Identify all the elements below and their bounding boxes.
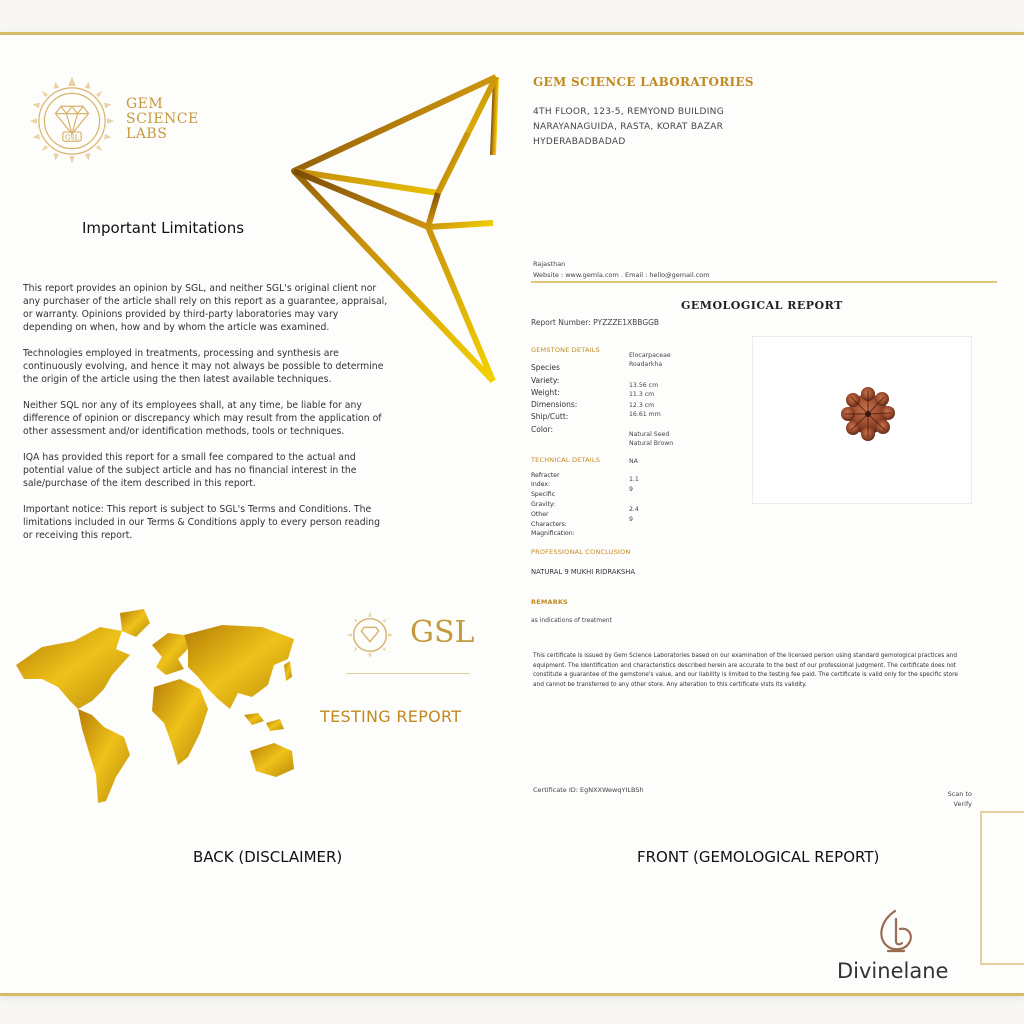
divinelane-logo-icon [874,907,916,955]
field-value: 12.3 cm [629,402,655,409]
brand-line: LABS [126,126,168,142]
gemstone-details-heading: GEMSTONE DETAILS [531,346,600,354]
field-value: Elocarpaceae [629,352,671,359]
conclusion-heading: PROFESSIONAL CONCLUSION [531,548,631,556]
field-value: NA [629,458,638,465]
divinelane-watermark: Divinelane [837,959,949,983]
field-label: Weight: [531,388,560,397]
field-value: Natural Seed [629,431,670,438]
limitations-paragraph: IQA has provided this report for a small fee compared to the actual and potential value of the subject article and has no financial interest in the sale/purchase of the item described in this report. [23,452,357,489]
field-label: Color: [531,425,553,434]
field-label: Index: [531,481,551,488]
field-label: Gravity: [531,501,556,508]
field-label: Magnification: [531,530,575,537]
certificate-sheet [0,32,1024,996]
divider [346,673,470,674]
address-line: 4TH FLOOR, 123-5, REMYOND BUILDING [533,107,724,117]
contact-text: Website : www.gemla.com . Email : hello@gemail.com [533,271,710,279]
address-line: HYDERABADBADAD [533,137,626,147]
certificate-id: Certificate ID: EgNXXWewqYILBSh [533,786,644,794]
field-label: Dimensions: [531,400,578,409]
gsl-seal-icon [26,75,118,167]
field-value: 1.1 [629,476,639,483]
scan-line: Scan to [947,790,972,798]
field-value: 9 [629,486,633,493]
state-text: Rajasthan [533,260,566,268]
scan-line: Verify [953,800,972,808]
conclusion-text: NATURAL 9 MUKHI RIDRAKSHA [531,568,636,576]
field-value: 2.4 [629,506,639,513]
field-value: 13.56 cm [629,382,659,389]
field-value: 11.3 cm [629,391,655,398]
remarks-text: as indications of treatment [531,617,612,624]
field-value: 16.61 mm [629,411,661,418]
limitations-paragraph: This report provides an opinion by SGL, and neither SGL's original client nor any purchaser of the article shall rely on this report as a guarantee, appraisal, or warranty. Opinions provided by third-party laboratories may vary depending on when, how and by whom the article was examined. [23,283,388,333]
header-divider [531,281,997,283]
front-caption: FRONT (GEMOLOGICAL REPORT) [637,848,880,866]
field-value: 9 [629,516,633,523]
gsl-wordmark: GSL [410,615,475,650]
report-number: Report Number: PYZZZE1XBBGGB [531,318,660,327]
rudraksha-bead-icon [838,385,898,443]
brand-line: SCIENCE [126,111,199,127]
certificate-disclaimer: This certificate is issued by Gem Science Laboratories based on our examination of the licensed person using standard gemological practices and equipment. The identification and characteristics described herein are accurate to the best of our professional judgment. The certificate does not constitute a guarantee of the gemstone's value, and our liability is limited to the testing fee paid. The certificate is valid only for the specific store and cannot be transferred to any other store. Any alteration to this certificate vists its validity. [533,653,958,688]
report-title: GEMOLOGICAL REPORT [681,299,843,312]
field-label: Species [531,363,560,372]
lab-contact [533,259,710,281]
field-value: Natural Brown [629,440,674,447]
qr-code-frame[interactable] [980,811,1024,965]
technical-details-heading: TECHNICAL DETAILS [531,456,601,464]
testing-report-heading: TESTING REPORT [320,707,462,726]
world-map-icon [12,605,302,815]
field-label: Other [531,511,549,518]
brand-line: GEM [126,96,164,112]
brand-wordmark [126,97,199,142]
limitations-paragraph: Technologies employed in treatments, processing and synthesis are continuously evolving, and hence it may not always be possible to determine the origin of the article using the then latest available techniques. [23,348,384,385]
lab-address [533,105,724,150]
gsl-small-seal-icon [346,611,394,659]
field-label: Variety: [531,376,560,385]
limitations-paragraph: Neither SQL nor any of its employees shall, at any time, be liable for any difference of opinion or discrepancy which may result from the application of other assessment and/or identification methods, tools or techniques. [23,400,382,437]
remarks-heading: REMARKS [531,598,569,606]
field-label: Ship/Cutt: [531,412,569,421]
address-line: NARAYANAGUIDA, RASTA, KORAT BAZAR [533,122,724,132]
field-label: Refracter [531,472,560,479]
field-label: Characters: [531,521,567,528]
lab-name: GEM SCIENCE LABORATORIES [533,75,754,89]
field-value: Roadarkha [629,361,663,368]
limitations-paragraph: Important notice: This report is subject to SGL's Terms and Conditions. The limitations included in our Terms & Conditions apply to every person reading or receiving this report. [23,504,380,541]
scan-to-verify [930,789,972,809]
limitations-body [23,282,388,555]
field-label: Specific [531,491,556,498]
back-caption: BACK (DISCLAIMER) [193,848,343,866]
svg-text:GSL: GSL [65,133,79,142]
limitations-title: Important Limitations [82,219,245,237]
